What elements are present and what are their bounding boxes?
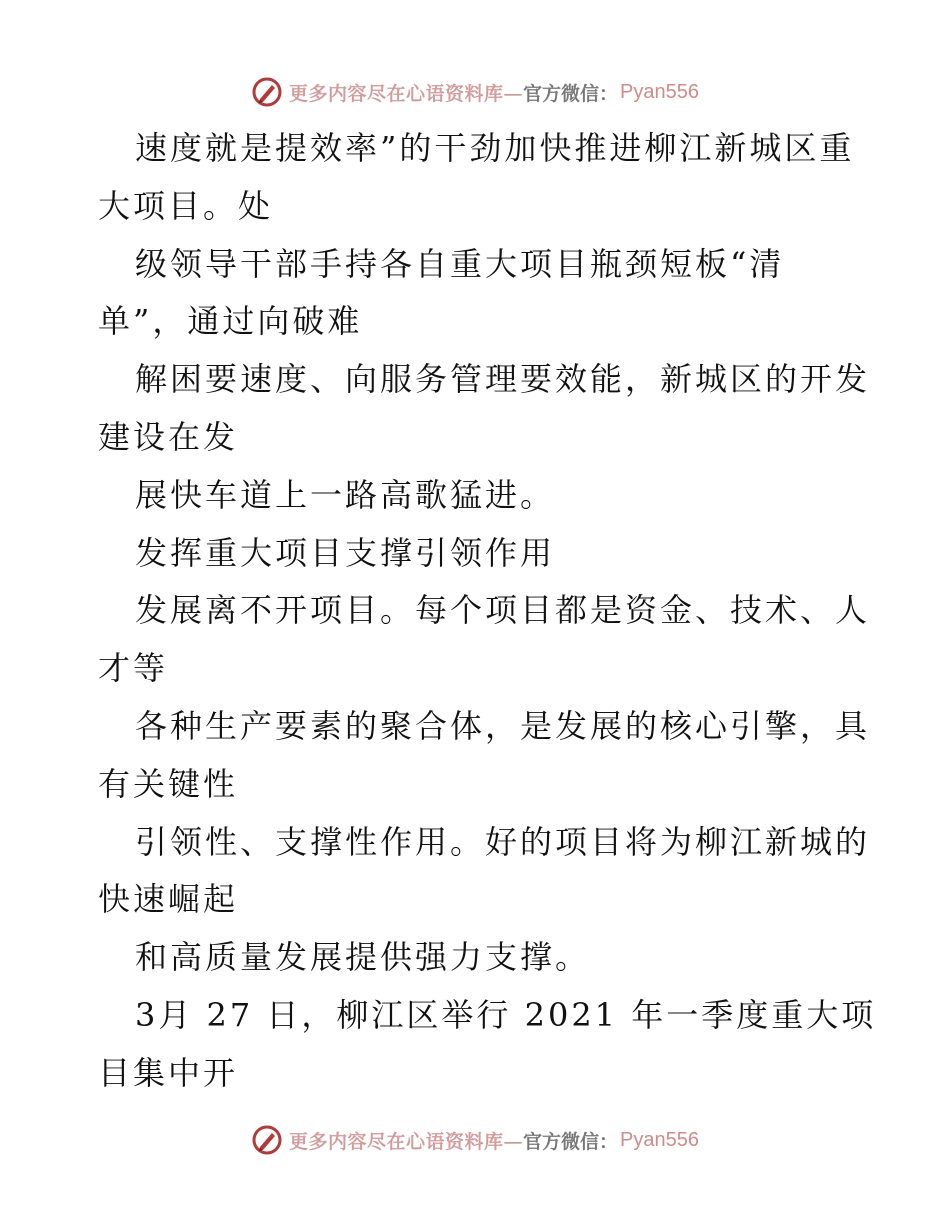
banner-wechat-id: Pyan556 [620,80,699,103]
text-line: 3月 27 日，柳江区举行 2021 年一季度重大项 [135,995,877,1034]
text-line: 发挥重大项目支撑引领作用 [135,533,556,572]
text-line: 速度就是提效率”的干劲加快推进柳江新城区重 [135,129,855,167]
banner-wechat-id: Pyan556 [620,1128,699,1151]
header-banner [0,72,950,112]
footer-banner [0,1120,950,1160]
banner-main-text: 更多内容尽在心语资料库— [289,1130,524,1153]
text-line: 级领导干部手持各自重大项目瓶颈短板“清 [135,244,785,283]
text-line: 解困要速度、向服务管理要效能，新城区的开发 [135,360,871,399]
banner-main-text: 更多内容尽在心语资料库— [289,82,524,105]
text-line: 快速崛起 [98,880,239,919]
text-line: 大项目。处 [98,186,274,225]
text-line: 和高质量发展提供强力支撑。 [135,938,591,977]
banner-wechat-label: 官方微信： [523,82,619,105]
pen-logo-icon [251,76,283,108]
text-line: 才等 [98,649,169,688]
text-line: 各种生产要素的聚合体，是发展的核心引擎，具 [135,706,871,745]
text-line: 单”，通过向破难 [98,302,363,341]
text-line: 有关键性 [98,764,239,803]
pen-logo-icon [251,1124,283,1156]
text-line: 建设在发 [98,417,239,456]
text-line: 目集中开 [98,1053,239,1092]
banner-wechat-label: 官方微信： [523,1130,619,1153]
text-line: 引领性、支撑性作用。好的项目将为柳江新城的 [135,822,871,861]
text-line: 发展离不开项目。每个项目都是资金、技术、人 [135,591,871,630]
text-line: 展快车道上一路高歌猛进。 [135,475,556,514]
document-body [98,120,877,1103]
